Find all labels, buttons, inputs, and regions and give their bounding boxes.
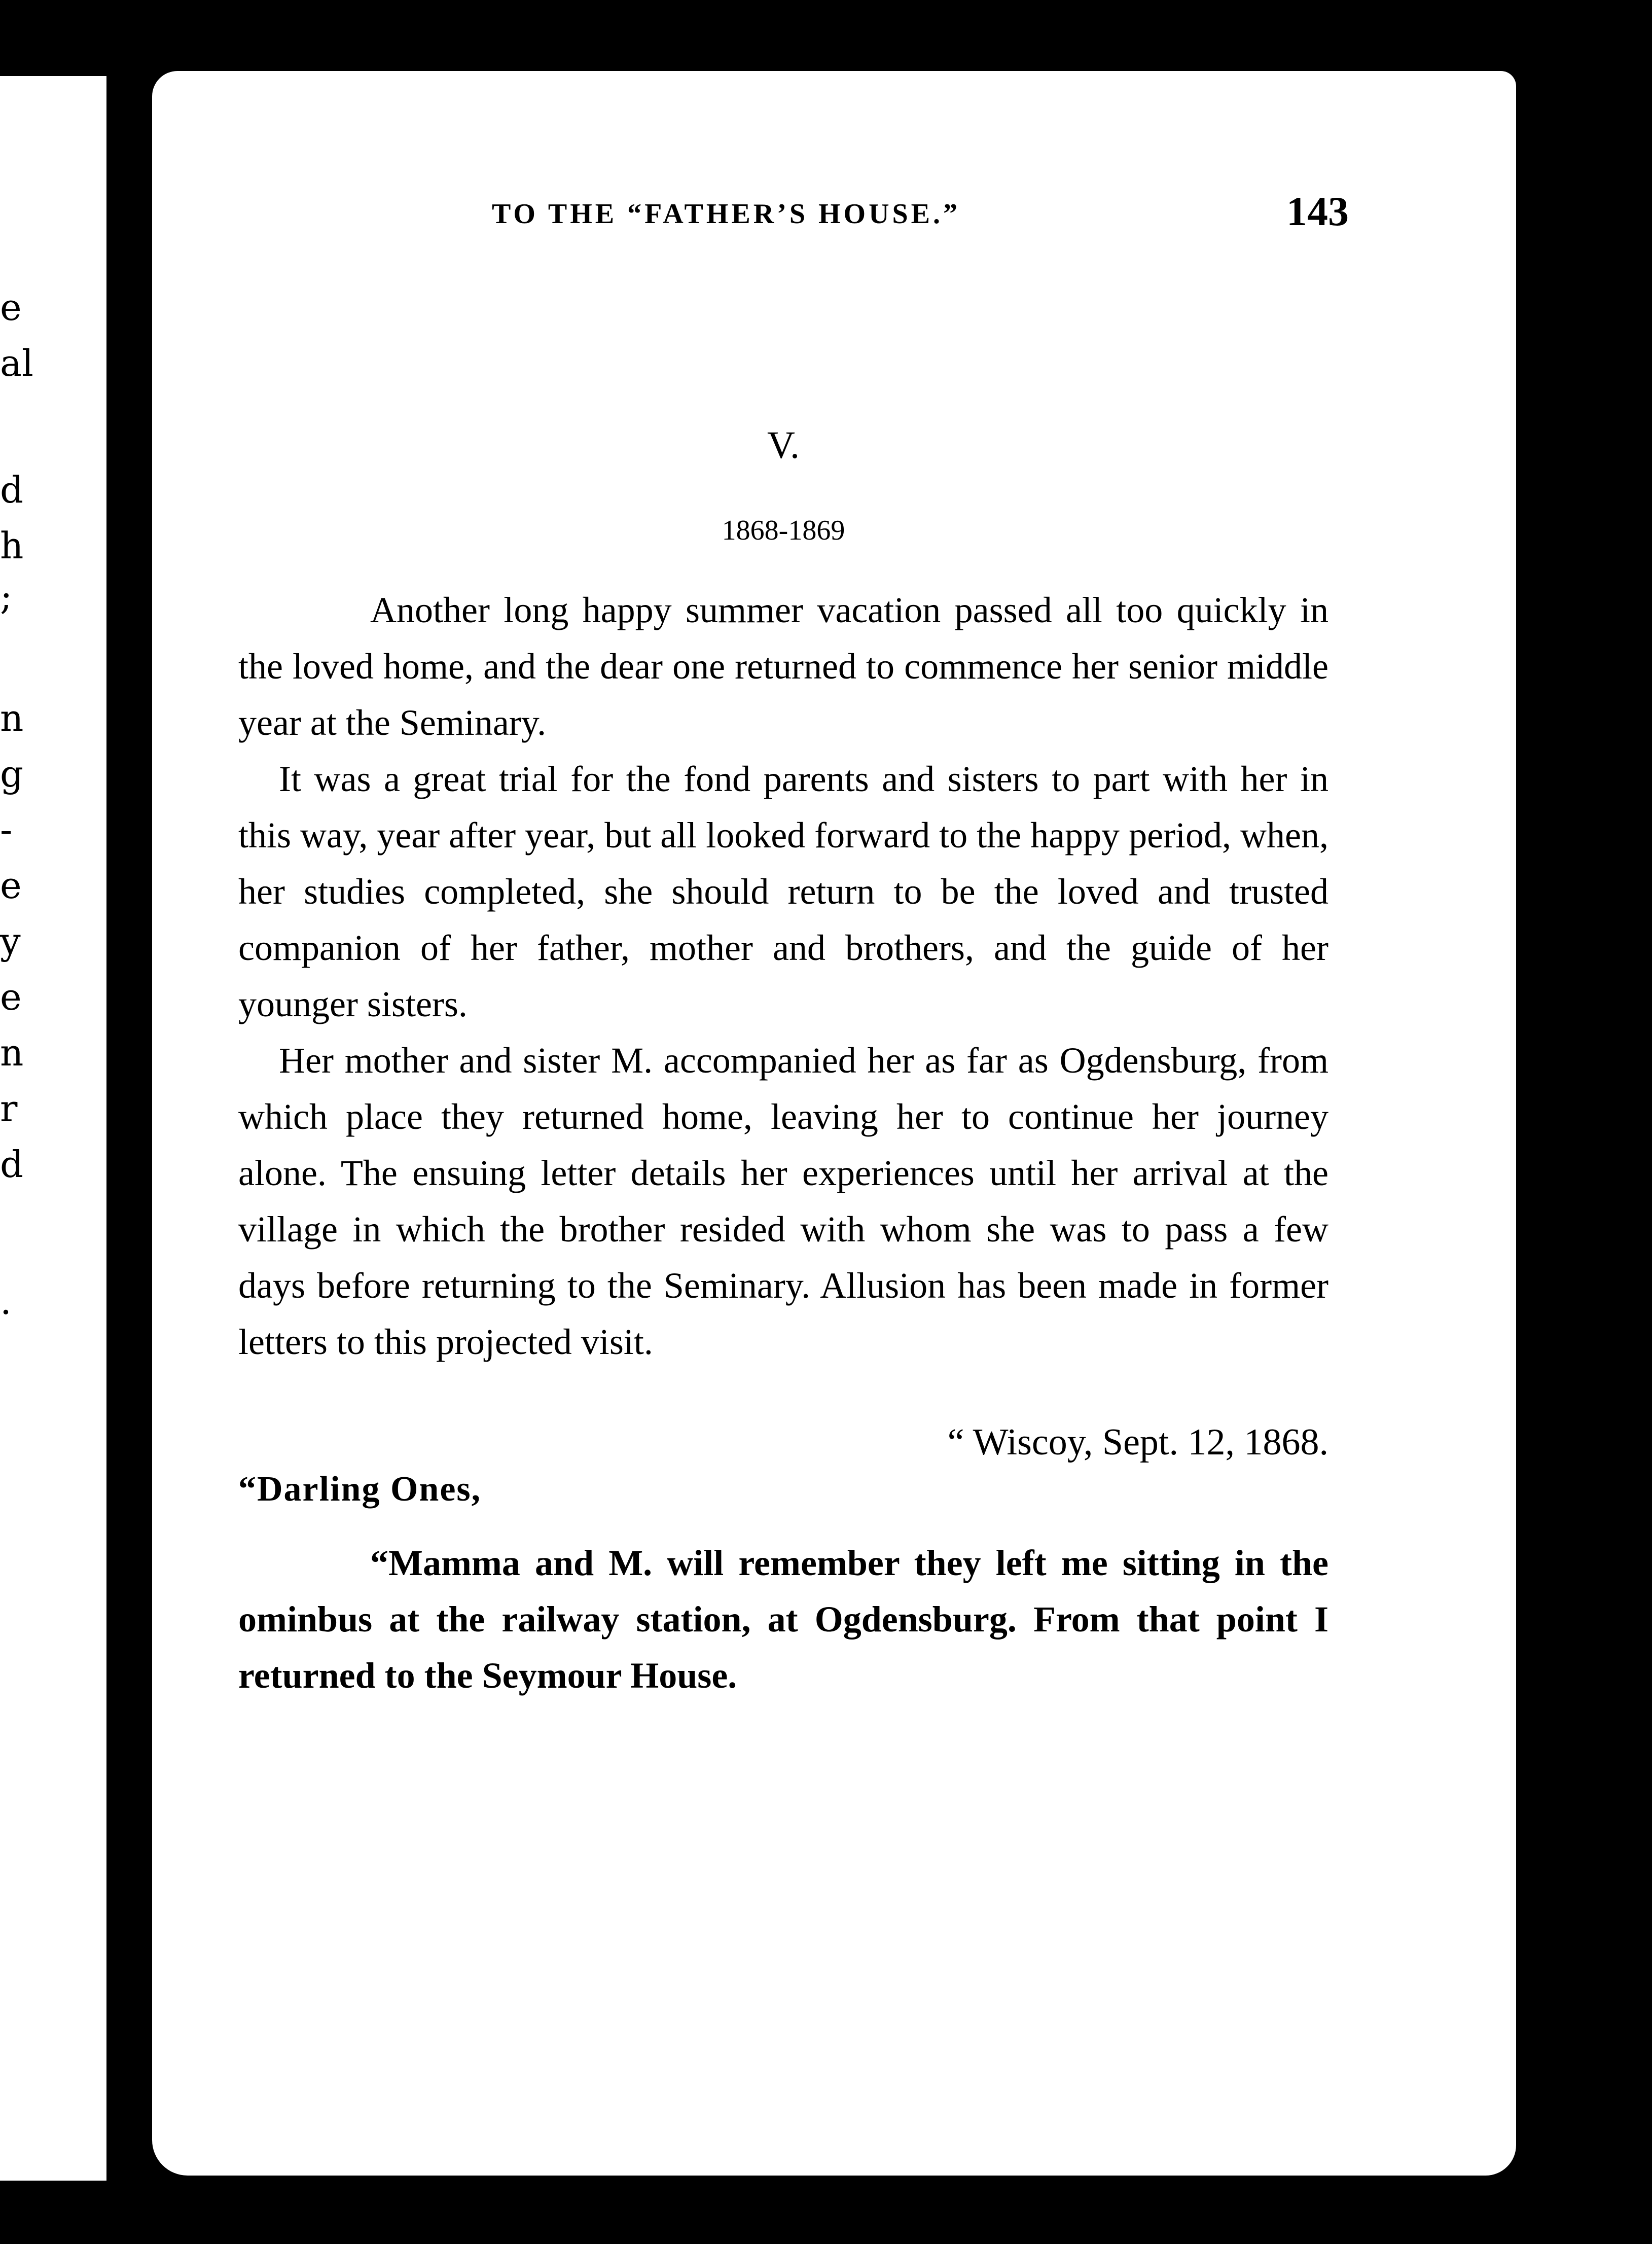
running-head	[238, 188, 1349, 248]
facing-fragment: n	[0, 1031, 24, 1074]
facing-fragment: n	[0, 697, 24, 739]
letter-dateline: “ Wiscoy, Sept. 12, 1868.	[947, 1421, 1328, 1463]
facing-fragment: .	[0, 1280, 12, 1323]
facing-fragment: d	[0, 1143, 24, 1186]
chapter-number: V.	[767, 424, 800, 467]
facing-fragment: h	[0, 524, 24, 567]
paragraph: Another long happy summer vacation passed all too quickly in the loved home, and the dear one returned to commence her senior middle year at the Seminary.	[238, 590, 1328, 743]
page-text-block	[238, 188, 1349, 1704]
book-page	[152, 71, 1516, 2176]
letter-body: “Mamma and M. will remember they left me sitting in the ominbus at the railway station, at Ogdensburg. From that point I returned to the Seymour House.	[238, 1543, 1328, 1696]
facing-fragment: d	[0, 469, 24, 511]
page-number: 143	[1286, 188, 1349, 234]
facing-fragment: -	[0, 808, 13, 851]
facing-fragment: r	[0, 1087, 18, 1130]
facing-fragment: g	[0, 753, 24, 795]
facing-fragment: e	[0, 864, 22, 907]
facing-fragment: e	[0, 286, 22, 329]
facing-fragment: ;	[0, 575, 13, 618]
chapter-years: 1868-1869	[722, 515, 845, 546]
paragraph: It was a great trial for the fond parents and sisters to part with her in this way, year after year, but all looked forward to the happy period, when, her studies completed, she should return to be the loved and trusted companion of her father, mother and brothers, and the guide of her younger sisters.	[238, 759, 1328, 1024]
paragraph: Her mother and sister M. accompanied her as far as Ogdensburg, from which place they returned home, leaving her to continue her journey alone. The ensuing letter details her experiences until her arrival at the village in which the brother resided with whom she was to pass a few days before returning to the Seminary. Allusion has been made in former letters to this projected visit.	[238, 1040, 1328, 1362]
facing-fragment: e	[0, 976, 22, 1018]
running-title: TO THE “FATHER’S HOUSE.”	[492, 198, 961, 230]
facing-fragment: al	[0, 342, 33, 384]
facing-fragment: y	[0, 920, 21, 963]
letter-salutation: “Darling Ones,	[238, 1470, 482, 1509]
facing-page-edge	[0, 76, 106, 2181]
